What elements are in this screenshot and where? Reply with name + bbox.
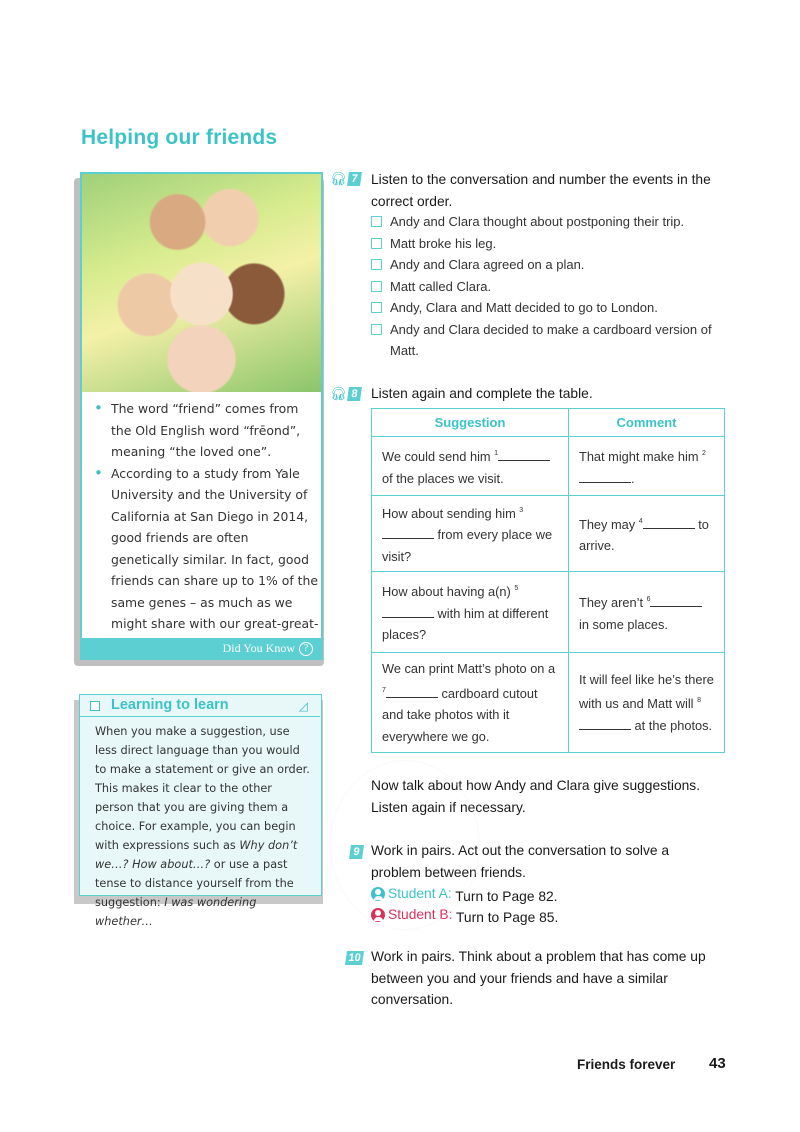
- checkbox[interactable]: [371, 259, 382, 270]
- checkbox[interactable]: [371, 281, 382, 292]
- table-row: [372, 653, 725, 753]
- event-text: Andy, Clara and Matt decided to go to London.: [390, 300, 658, 315]
- suggestion-cell: We could send him $^1$ of the places we visit.: [372, 437, 569, 496]
- exercise-number: 7: [347, 172, 362, 186]
- friends-photo: [82, 174, 321, 392]
- exercise-7-instruction: Listen to the conversation and number the events in the correct order.: [371, 172, 711, 209]
- learning-to-learn-box: [79, 694, 322, 928]
- headphones-icon: 🎧︎: [330, 386, 347, 401]
- fact-item: • The word “friend” comes from the Old English word “frēond”, meaning “the loved one”.: [94, 398, 319, 463]
- checkbox[interactable]: [371, 302, 382, 313]
- comment-cell: They aren’t $^6$ in some places.: [569, 572, 725, 653]
- table-row: [372, 496, 725, 572]
- exercise-10-instruction: Work in pairs. Think about a problem that has come up between you and your friends and have a similar conversation.: [371, 949, 706, 1007]
- fact-item: • According to a study from Yale University and the University of California at San Diego in 2014, good friends are often genetically similar. In fact, good friends can share up to 1% of the same genes – as much as we might share with our great-great-: [94, 463, 319, 657]
- event-item: [371, 254, 731, 276]
- student-a-text: Turn to Page 82.: [451, 888, 558, 904]
- event-item: [371, 233, 731, 255]
- answer-blank[interactable]: [650, 595, 702, 607]
- checkbox[interactable]: [371, 324, 382, 335]
- event-item: [371, 211, 731, 233]
- student-b-text: Turn to Page 85.: [452, 909, 559, 925]
- checkbox[interactable]: [371, 216, 382, 227]
- student-a-label: Student A:: [388, 886, 452, 901]
- events-list: [371, 211, 731, 362]
- tip-text-part: When you make a suggestion, use less direct language than you would to make a statement or give an order. This makes it clear to the other person that you are giving them a choice. For example, you can begin with expressions such as: [95, 725, 310, 852]
- facts-list: [94, 398, 319, 656]
- answer-blank[interactable]: [498, 449, 550, 461]
- square-icon: [90, 701, 100, 711]
- suggestion-cell: We can print Matt’s photo on a $^7$ cardboard cutout and take photos with it everywhere we go.: [372, 653, 569, 753]
- unit-title: Friends forever: [577, 1057, 676, 1072]
- exercise-number: 9: [349, 845, 364, 859]
- answer-blank[interactable]: [579, 471, 631, 483]
- event-item: [371, 276, 731, 298]
- exercise-7-icon: [330, 172, 361, 186]
- suggestion-cell: How about having a(n) $^5$ with him at different places?: [372, 572, 569, 653]
- section-title: Helping our friends: [81, 126, 278, 149]
- answer-blank[interactable]: [643, 517, 695, 529]
- headphones-icon: 🎧︎: [330, 171, 347, 186]
- table-row: [372, 437, 725, 496]
- did-you-know-label: Did You Know: [222, 641, 295, 655]
- watermark-seal: [330, 760, 480, 930]
- comment-cell: They may $^4$ to arrive.: [569, 496, 725, 572]
- answer-blank[interactable]: [382, 606, 434, 618]
- corner-triangle-icon: ◿: [298, 699, 308, 713]
- comment-cell: That might make him $^2$.: [569, 437, 725, 496]
- question-circle-icon: ?: [299, 642, 313, 656]
- event-text: Matt called Clara.: [390, 278, 492, 294]
- tip-example: Why don’t we…? How about…?: [95, 839, 298, 871]
- exercise-8-instruction: Listen again and complete the table.: [371, 386, 593, 401]
- column-header: Suggestion: [372, 409, 569, 437]
- did-you-know-card: [80, 172, 323, 660]
- did-you-know-footer: [82, 638, 321, 658]
- event-text: Andy and Clara decided to make a cardboard version of Matt.: [390, 321, 712, 358]
- event-item: [371, 297, 731, 319]
- exercise-10-icon: [346, 951, 363, 965]
- exercise-number: 8: [347, 387, 362, 401]
- answer-blank[interactable]: [386, 686, 438, 698]
- exercise-number: 10: [345, 951, 364, 965]
- answer-blank[interactable]: [382, 527, 434, 539]
- event-text: Matt broke his leg.: [390, 235, 497, 251]
- answer-blank[interactable]: [579, 718, 631, 730]
- exercise-8-icon: [330, 387, 361, 401]
- checkbox[interactable]: [371, 238, 382, 249]
- student-b-label: Student B:: [388, 907, 453, 922]
- event-item: [371, 319, 716, 362]
- column-header: Comment: [569, 409, 725, 437]
- follow-up-instruction: Now talk about how Andy and Clara give suggestions. Listen again if necessary.: [371, 778, 701, 815]
- page-number: 43: [709, 1055, 726, 1072]
- tip-header: [80, 695, 320, 717]
- tip-title: Learning to learn: [111, 697, 229, 713]
- suggestion-table: [371, 408, 725, 753]
- suggestion-cell: How about sending him $^3$ from every place we visit?: [372, 496, 569, 572]
- table-row: [372, 572, 725, 653]
- event-text: Andy and Clara thought about postponing their trip.: [390, 214, 685, 229]
- tip-text-part: or use a past tense to distance yourself from the suggestion:: [95, 858, 294, 909]
- tip-example: I was wondering whether…: [95, 896, 257, 928]
- tip-text: [95, 722, 313, 931]
- comment-cell: It will feel like he’s there with us and Matt will $^8$ at the photos.: [569, 653, 725, 753]
- exercise-9-instruction: Work in pairs. Act out the conversation to solve a problem between friends.: [371, 843, 670, 880]
- table-header-row: [372, 409, 725, 437]
- event-text: Andy and Clara agreed on a plan.: [390, 257, 585, 272]
